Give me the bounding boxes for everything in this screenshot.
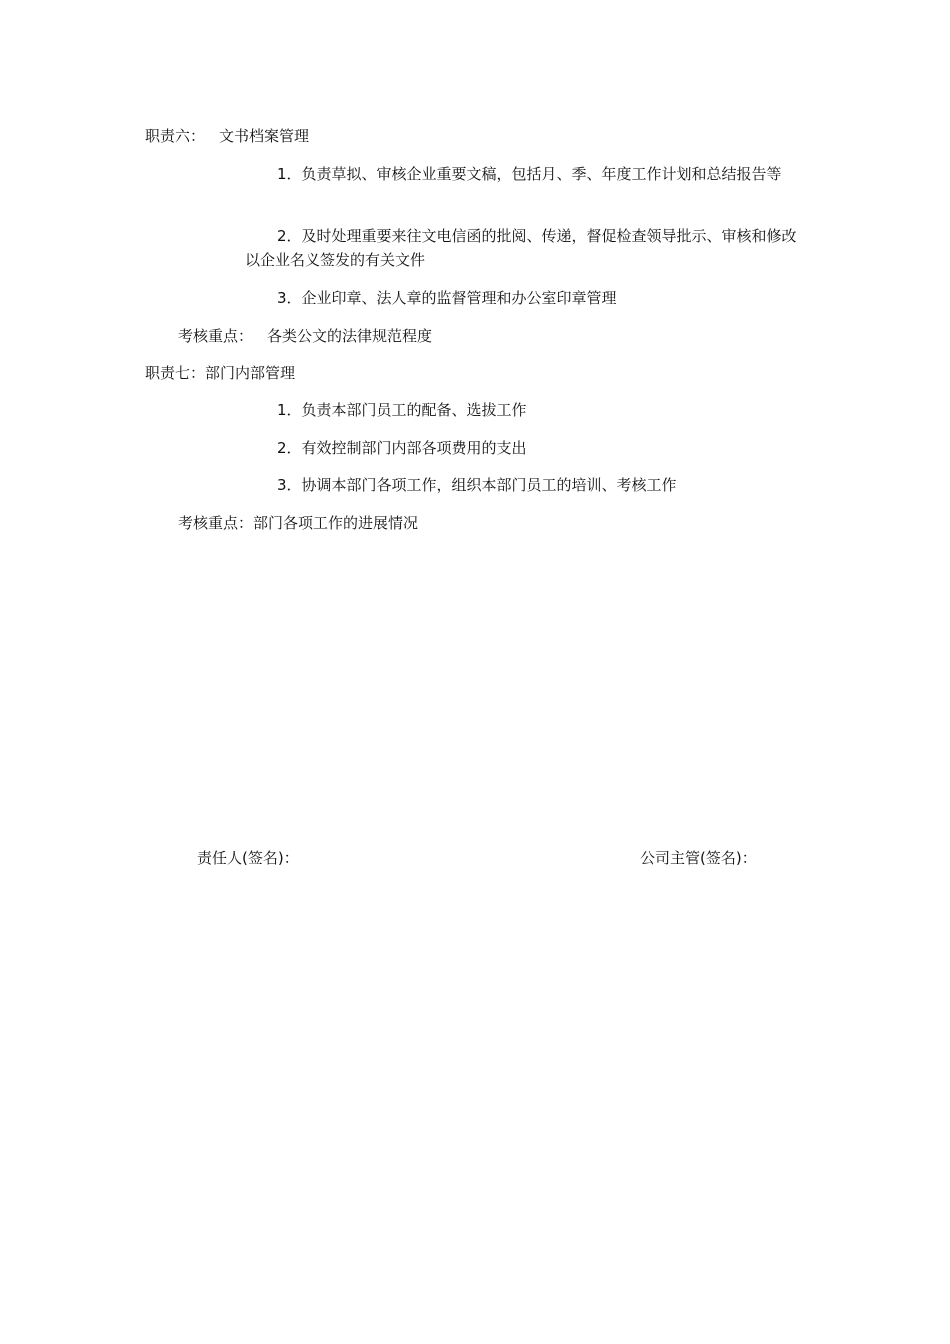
duty6-heading xyxy=(145,124,309,148)
duty7-item-3: 3．协调本部门各项工作，组织本部门员工的培训、考核工作 xyxy=(277,476,677,494)
duty6-title: 文书档案管理 xyxy=(219,127,310,145)
duty7-focus-label: 考核重点： xyxy=(178,514,254,532)
duty6-item-2: 2．及时处理重要来往文电信函的批阅、传递，督促检查领导批示、审核和修改以企业名义签发的有关文件 xyxy=(245,227,797,269)
duty6-item-1: 1．负责草拟、审核企业重要文稿，包括月、季、年度工作计划和总结报告等 xyxy=(277,165,782,183)
duty6-item-3: 3．企业印章、法人章的监督管理和办公室印章管理 xyxy=(277,289,617,307)
responsible-signature-label: 责任人(签名)： xyxy=(197,849,299,867)
duty6-label: 职责六： xyxy=(145,127,206,145)
duty7-focus xyxy=(178,511,418,535)
duty7-item-1: 1．负责本部门员工的配备、选拔工作 xyxy=(277,401,527,419)
duty7-label: 职责七： xyxy=(145,364,206,382)
duty6-focus-label: 考核重点： xyxy=(178,327,254,345)
duty7-item-2: 2．有效控制部门内部各项费用的支出 xyxy=(277,439,527,457)
duty7-title: 部门内部管理 xyxy=(205,364,296,382)
supervisor-signature-label: 公司主管(签名)： xyxy=(640,849,757,867)
duty6-focus xyxy=(178,324,432,348)
duty7-heading xyxy=(145,361,295,385)
duty6-focus-text: 各类公文的法律规范程度 xyxy=(267,327,433,345)
duty7-focus-text: 部门各项工作的进展情况 xyxy=(253,514,419,532)
